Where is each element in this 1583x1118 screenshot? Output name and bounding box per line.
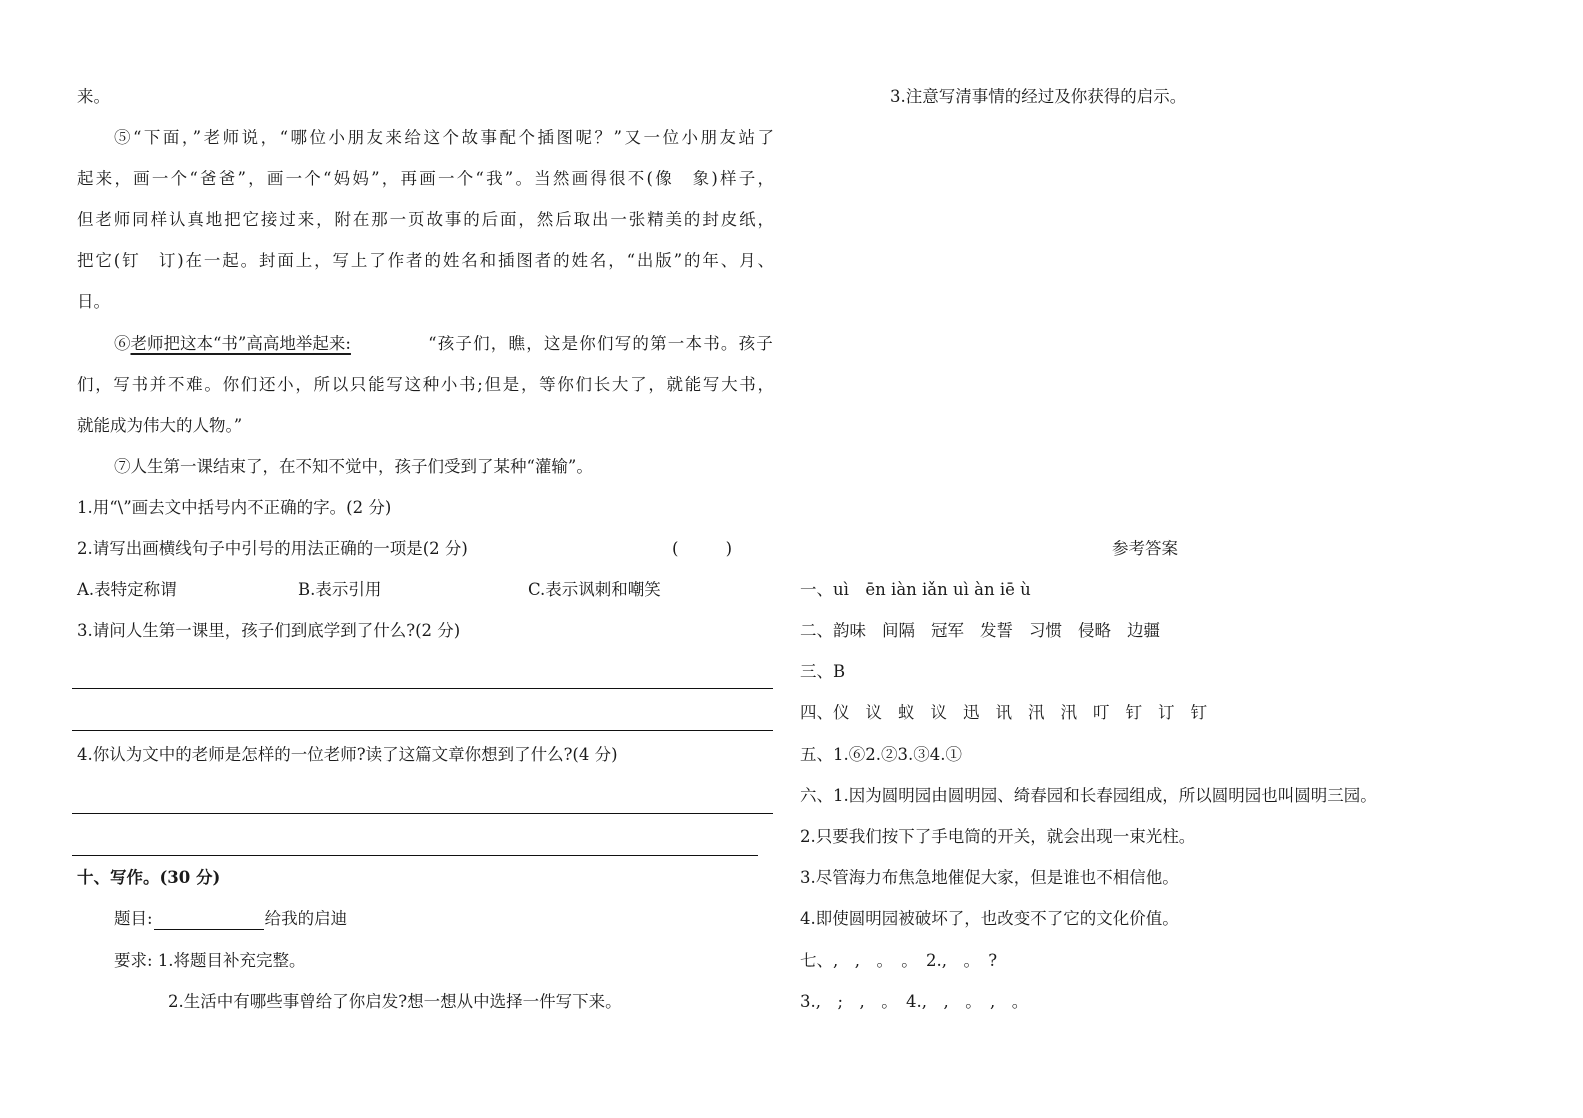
answer-3: 三、B	[800, 662, 846, 681]
answer-1: 一、uì ēn iàn iǎn uì àn iē ù	[800, 580, 1031, 599]
answer-4-char: 钉	[1190, 703, 1207, 722]
topic-blank[interactable]	[154, 912, 264, 930]
answer-2-word: 冠军	[931, 621, 964, 640]
answer-6-1: 六、1.因为圆明园由圆明园、绮春园和长春园组成，所以圆明园也叫圆明三园。	[800, 786, 1377, 805]
answer-4-char: 订	[1158, 703, 1175, 722]
answer-key-title: 参考答案	[1112, 539, 1178, 558]
answer-2-word: 发誓	[980, 621, 1013, 640]
requirement-1: 1.将题目补充完整。	[157, 951, 306, 970]
passage-p5-line5: 日。	[77, 292, 110, 311]
answer-4	[800, 702, 1223, 724]
passage-p5-line3: 但老师同样认真地把它接过来，附在那一页故事的后面，然后取出一张精美的封皮纸，	[77, 210, 774, 229]
answer-2-word: 侵略	[1078, 621, 1111, 640]
answer-4-char: 蚁	[898, 703, 915, 722]
answer-2-word: 间隔	[882, 621, 915, 640]
answer-4-char: 钉	[1125, 703, 1142, 722]
answer-line-q3-2[interactable]	[72, 730, 773, 731]
answer-4-char: 议	[865, 703, 882, 722]
passage-p4-tail: 来。	[77, 87, 110, 106]
topic-suffix: 给我的启迪	[264, 909, 348, 928]
passage-p5-line4: 把它(钉 订)在一起。封面上，写上了作者的姓名和插图者的姓名，“出版”的年、月、	[77, 251, 774, 270]
passage-p6-line2: 们，写书并不难。你们还小，所以只能写这种小书;但是，等你们长大了，就能写大书，	[77, 375, 774, 394]
answer-6-4: 4.即使圆明园被破坏了，也改变不了它的文化价值。	[800, 909, 1179, 928]
question-1: 1.用“\”画去文中括号内不正确的字。(2 分)	[77, 498, 392, 517]
answer-5: 五、1.⑥2.②3.③4.①	[800, 745, 962, 764]
answer-4-char: 议	[930, 703, 947, 722]
passage-p6-number	[114, 333, 351, 355]
answer-6-2: 2.只要我们按下了手电筒的开关，就会出现一束光柱。	[800, 827, 1196, 846]
writing-requirement-1	[114, 950, 306, 972]
option-c: C.表示讽刺和嘲笑	[528, 580, 661, 599]
answer-2-word: 韵味	[833, 621, 866, 640]
paren-close: )	[725, 539, 732, 558]
answer-2-word: 习惯	[1029, 621, 1062, 640]
answer-4-char: 叮	[1093, 703, 1110, 722]
answer-2	[800, 620, 1176, 642]
passage-p6-line1	[114, 333, 774, 355]
topic-label: 题目:	[114, 909, 153, 928]
paren-open: (	[672, 539, 679, 558]
writing-heading: 十、写作。(30 分)	[77, 868, 221, 887]
underlined-sentence: 老师把这本“书”高高地举起来:	[130, 334, 351, 353]
passage-p6-quote-start: “孩子们，瞧，这是你们写的第一本书。孩子	[428, 334, 774, 353]
question-3: 3.请问人生第一课里，孩子们到底学到了什么?(2 分)	[77, 621, 461, 640]
passage-p6-line3: 就能成为伟大的人物。”	[77, 416, 243, 435]
answer-4-char: 汛	[1028, 703, 1045, 722]
answer-4-char: 迅	[963, 703, 980, 722]
answer-4-char: 汛	[1060, 703, 1077, 722]
answer-4-char: 仪	[833, 703, 850, 722]
requirement-label: 要求:	[114, 951, 153, 970]
option-a: A.表特定称谓	[77, 580, 177, 599]
answer-line-q4-1[interactable]	[72, 813, 773, 814]
question-2: 2.请写出画横线句子中引号的用法正确的一项是(2 分)	[77, 539, 468, 558]
question-4: 4.你认为文中的老师是怎样的一位老师?读了这篇文章你想到了什么?(4 分)	[77, 745, 618, 764]
answer-7-2: 3., ; , 。 4., , 。 , 。	[800, 992, 1029, 1011]
p6-circled-number: ⑥	[114, 334, 131, 353]
writing-requirement-3: 3.注意写清事情的经过及你获得的启示。	[890, 87, 1187, 106]
answer-2-prefix: 二、	[800, 621, 833, 640]
writing-topic	[114, 908, 347, 930]
answer-6-3: 3.尽管海力布焦急地催促大家，但是谁也不相信他。	[800, 868, 1179, 887]
answer-4-prefix: 四、	[800, 703, 833, 722]
passage-p5-line1: ⑤“下面，”老师说，“哪位小朋友来给这个故事配个插图呢？”又一位小朋友站了	[114, 128, 774, 147]
answer-bracket[interactable]	[672, 538, 732, 560]
answer-line-q4-2[interactable]	[72, 855, 758, 856]
answer-2-word: 边疆	[1127, 621, 1160, 640]
writing-requirement-2: 2.生活中有哪些事曾给了你启发?想一想从中选择一件写下来。	[168, 992, 622, 1011]
passage-p5-line2: 起来，画一个“爸爸”，画一个“妈妈”，再画一个“我”。当然画得很不(像 象)样子，	[77, 169, 774, 188]
answer-7-1: 七、, , 。 。 2., 。 ?	[800, 951, 998, 970]
passage-p7: ⑦人生第一课结束了，在不知不觉中，孩子们受到了某种“灌输”。	[114, 457, 593, 476]
option-b: B.表示引用	[298, 580, 382, 599]
answer-line-q3-1[interactable]	[72, 688, 773, 689]
answer-4-char: 讯	[995, 703, 1012, 722]
